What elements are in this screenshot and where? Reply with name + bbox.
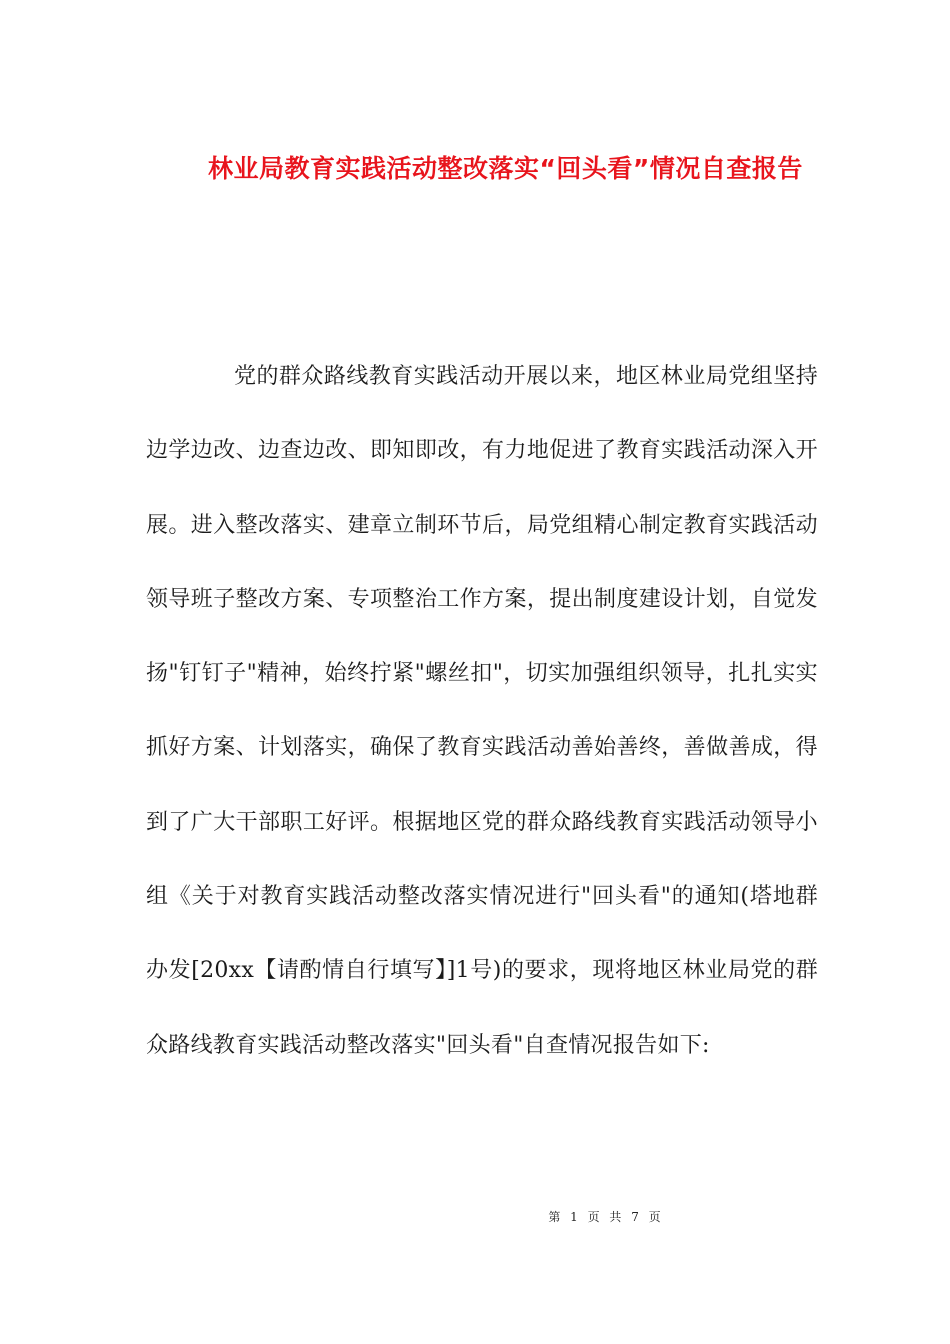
page-footer: 第 1 页 共 7 页 — [548, 1210, 662, 1224]
body-paragraph: 党的群众路线教育实践活动开展以来，地区林业局党组坚持边学边改、边查边改、即知即改，有力地促进了教育实践活动深入开展。进入整改落实、建章立制环节后，局党组精心制定教育实践活动领导班子整改方案、专项整治工作方案，提出制度建设计划，自觉发扬"钉钉子"精神，始终拧紧"螺丝扣"，切实加强组织领导，扎扎实实抓好方案、计划落实，确保了教育实践活动善始善终，善做善成，得到了广大干部职工好评。根据地区党的群众路线教育实践活动领导小组《关于对教育实践活动整改落实情况进行"回头看"的通知(塔地群办发[20xx【请酌情自行填写】]1号)的要求，现将地区林业局党的群众路线教育实践活动整改落实"回头看"自查情况报告如下: — [146, 364, 818, 1058]
document-title: 林业局教育实践活动整改落实“回头看”情况自查报告 — [208, 154, 803, 183]
